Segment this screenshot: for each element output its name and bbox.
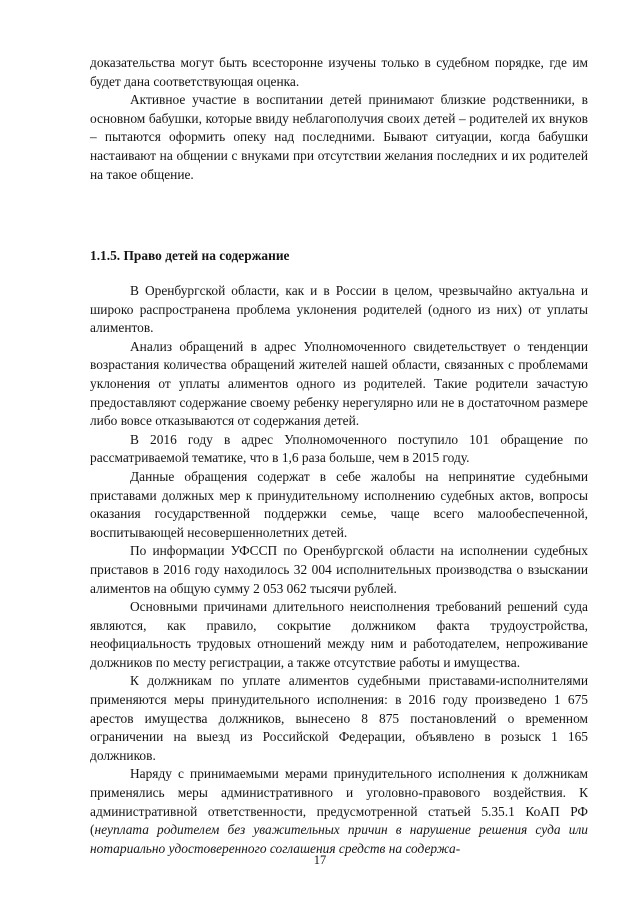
- paragraph-ufssp-info: По информации УФССП по Оренбургской области на исполнении судебных приставов в 2016 году находилось 32 004 исполнительных производства о взыскании алиментов на общую сумму 2 053 062 тысячи рублей.: [90, 543, 588, 596]
- paragraph-administrative-liability: [90, 765, 588, 858]
- page-number: 17: [313, 853, 327, 867]
- paragraph-complaints: Данные обращения содержат в себе жалобы на непринятие судебными приставами должных мер к принудительному исполнению судебных актов, вопросы оказания государственной поддержки семье, чаще всего малообеспеченной, воспитывающей несовершеннолетних детей.: [90, 468, 588, 540]
- liability-italic-text: неуплата родителем без уважительных причин в нарушение решения суда или нотариально удостоверенного соглашения средств на содержа-: [90, 822, 588, 856]
- paragraph-2016-appeals: В 2016 году в адрес Уполномоченного поступило 101 обращение по рассматриваемой тематике, что в 1,6 раза больше, чем в 2015 году.: [90, 431, 588, 466]
- paragraph-enforcement-measures: К должникам по уплате алиментов судебными приставами-исполнителями применяются меры принудительного исполнения: в 2016 году произведено 1 675 арестов имущества должников, вынесено 8 875 постановлений о временном ограничении на выезд из Российской Федерации, объявлено в розыск 1 165 должников.: [90, 673, 588, 763]
- paragraph-grandparents: Активное участие в воспитании детей принимают близкие родственники, в основном бабушки, которые ввиду неблагополучия своих детей – родителей их внуков – пытаются оформить опеку над последними. Бывают ситуации, когда бабушки настаивают на общении с внуками при отсутствии желания последних и их родителей на такое общение.: [90, 92, 588, 182]
- paragraph-main-reasons: Основными причинами длительного неисполнения требований решений суда являются, как правило, сокрытие должником факта трудоустройства, неофициальность трудовых отношений между ним и работодателем, непроживание должников по месту регистрации, а также отсутствие работы и имущества.: [90, 599, 588, 670]
- paragraph-alimony-problem: В Оренбургской области, как и в России в целом, чрезвычайно актуальна и широко распространена проблема уклонения родителей (одного из них) от уплаты алиментов.: [90, 283, 588, 336]
- section-body: [90, 282, 588, 858]
- liability-text: Наряду с принимаемыми мерами принудительного исполнения к должникам применялись меры административного и уголовно-правового воздействия. К административной ответственности, предусмотренной статьей 5.35.1 КоАП РФ (: [90, 766, 588, 838]
- top-text-block: [90, 54, 588, 184]
- section-heading: 1.1.5. Право детей на содержание: [90, 248, 290, 263]
- paragraph-evidence: доказательства могут быть всесторонне изучены только в судебном порядке, где им будет дана соответствующая оценка.: [90, 55, 588, 89]
- paragraph-appeals-analysis: Анализ обращений в адрес Уполномоченного свидетельствует о тенденции возрастания количества обращений жителей нашей области, связанных с проблемами уклонения от уплаты алиментов одного из родителей. Такие родители зачастую предоставляют содержание своему ребенку нерегулярно или не в достаточном размере либо вовсе отказываются от содержания детей.: [90, 338, 588, 429]
